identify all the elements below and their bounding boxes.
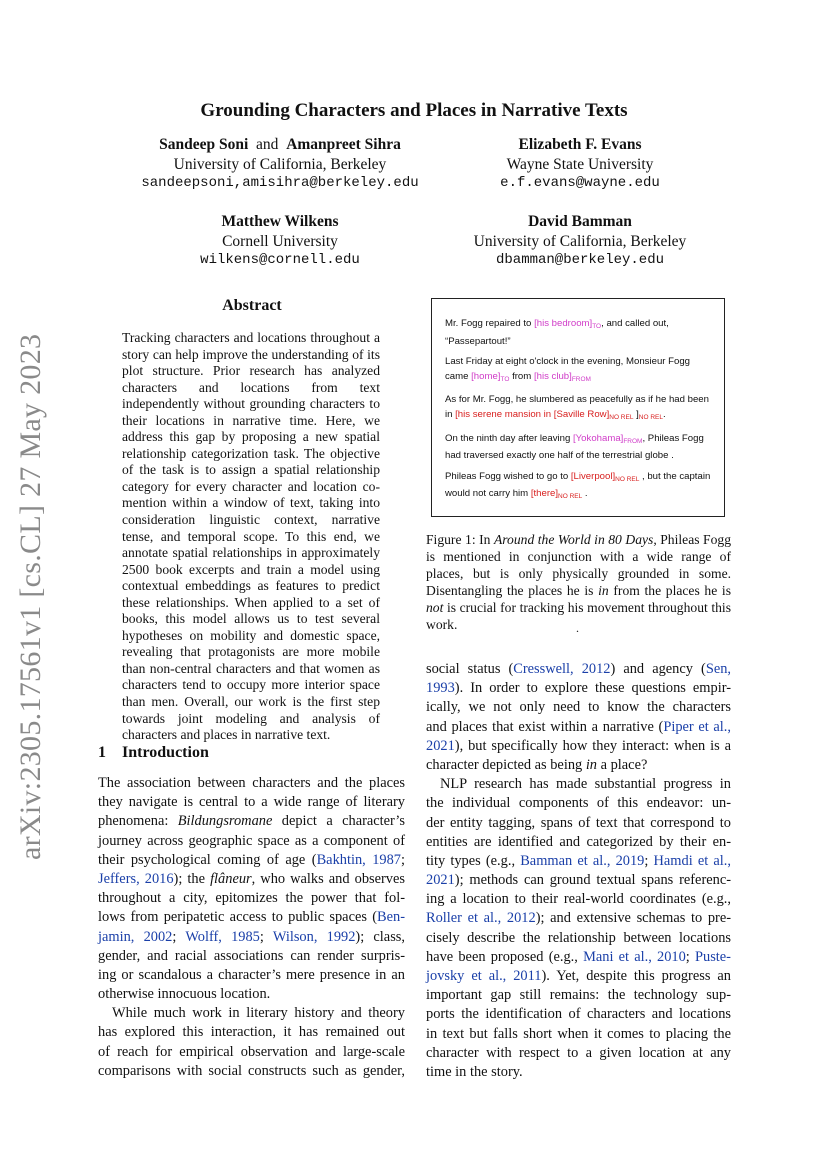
location-span-grounded: [his bedroom] (534, 318, 593, 329)
text-line: and places that exist within a narrative (Piper et al., (426, 718, 732, 735)
author-affiliation: University of California, Berkeley (473, 232, 687, 250)
left-column-body (98, 774, 405, 1081)
text-line: 1993). In order to explore these questions empir- (426, 680, 731, 697)
author-affiliation: Wayne State University (506, 155, 654, 173)
location-span-grounded: [home] (471, 370, 501, 382)
text-line: ically, we not only need to know the characters (426, 699, 731, 716)
text-line: in text but falls short when it comes to placing the (426, 1025, 731, 1042)
text-line: cisely describe the relationship between locations (426, 929, 731, 946)
text-line: ing a location to their real-world coordinates (e.g., (426, 891, 731, 908)
text-line: Jeffers, 2016); the flâneur, who walks and observes (98, 870, 405, 887)
text-line: the individual components of this endeavor: un- (426, 795, 731, 812)
text-line: important gap still remains: the technology sup- (426, 987, 731, 1004)
relation-label: FROM (623, 437, 643, 445)
text-line: of reach for empirical observation and large-scale (98, 1043, 405, 1060)
citation-link[interactable]: Bamman et al., 2019 (520, 852, 645, 869)
citation-link[interactable]: Ben- (377, 909, 405, 926)
citation-link[interactable]: Piper et al., (663, 718, 732, 735)
citation-link[interactable]: Bakhtin, 1987 (316, 851, 401, 868)
location-span-ungrounded: [there] (530, 488, 559, 500)
text-line: they navigate is central to a wide range of literary (98, 794, 405, 811)
figure-example: Mr. Fogg repaired to [his $bedroom]_{TO}$, and called out, “Passepartout!” (445, 318, 669, 347)
text-line: jovsky et al., 2011). Yet, despite this progress an (426, 968, 731, 984)
text-line: time in the story. (426, 1063, 523, 1080)
author-email[interactable]: sandeepsoni,amisihra@berkeley.edu (141, 175, 419, 191)
text-line: Roller et al., 2012); and extensive schemas to pre- (426, 910, 731, 927)
text-line: NLP research has made substantial progress in (440, 776, 731, 793)
author-block-4 (430, 212, 730, 271)
citation-link[interactable]: Cresswell, 2012 (513, 661, 611, 677)
caption-italic: in (598, 583, 609, 599)
figure-1-box (431, 298, 725, 517)
location-span-grounded: [Yokohama] (573, 432, 624, 444)
text-line: throughout a city, epitomizes the power that fol- (98, 890, 405, 907)
section-number: 1 (98, 744, 106, 761)
text-line: has explored this interaction, it has remained out (98, 1024, 405, 1041)
figure-example: Phileas Fogg wished to go to $[Liverpool]_{NO REL}$ , but the captain would not carry him $[there]_{NO REL}$ . (445, 470, 711, 501)
author-email[interactable]: dbamman@berkeley.edu (495, 252, 665, 268)
author-affiliation: Cornell University (222, 232, 338, 250)
text-line: otherwise innocuous location. (98, 986, 271, 1003)
text-line: social status (Cresswell, 2012) and agency (Sen, (426, 661, 731, 677)
author-name: Amanpreet Sihra (286, 136, 401, 153)
relation-label: TO (592, 323, 602, 330)
italic-term: Bildungsromane (177, 813, 273, 830)
author-block-2 (430, 135, 730, 194)
section-title: Introduction (122, 744, 209, 761)
figure-caption: Figure 1: In Around the World in 80 Days, Phileas Fogg is mentioned in conjunction with a wide range of places, but is only physically grounded in some. Disentangling the places he is in from the places he is not is crucial for tracking his movement throughout this work. (426, 532, 732, 633)
italic-term: in (585, 756, 598, 773)
arxiv-stamp[interactable]: arXiv:2305.17561v1 [cs.CL] 27 May 2023 (14, 333, 47, 860)
caption-italic: Around the World in 80 Days (493, 532, 654, 547)
text-line: While much work in literary history and theory (112, 1005, 405, 1022)
author-name: Matthew Wilkens (221, 213, 339, 230)
text-line: character with respect to a given location at any (426, 1044, 731, 1061)
figure-examples (445, 317, 715, 511)
author-email[interactable]: e.f.evans@wayne.edu (500, 175, 660, 191)
citation-link[interactable]: 2021 (426, 872, 455, 889)
location-span-grounded: [his club] (533, 370, 572, 382)
text-line: ing or scandalous a character’s mere presence in an (98, 966, 405, 983)
relation-label: NO REL (615, 475, 640, 483)
relation-label: FROM (571, 375, 591, 383)
citation-link[interactable]: Mani et al., 2010 (583, 948, 686, 965)
section-heading (98, 744, 209, 762)
author-name: David Bamman (528, 213, 632, 230)
author-affiliation: University of California, Berkeley (173, 155, 387, 173)
text-line: character depicted as being in a place? (426, 756, 648, 773)
italic-term: flâneur (210, 870, 252, 887)
citation-link[interactable]: Hamdi et al., (653, 852, 731, 869)
author-and: and (256, 136, 279, 153)
caption-italic: not (426, 600, 444, 616)
author-name: Sandeep Soni (159, 136, 249, 153)
text-line: jamin, 2002; Wolff, 1985; Wilson, 1992); class, (98, 928, 405, 945)
text-line: their psychological coming of age (Bakhtin, 1987; (98, 851, 405, 868)
relation-label: NO REL (558, 493, 583, 501)
location-span-ungrounded: [Liverpool] (570, 470, 616, 482)
author-email[interactable]: wilkens@cornell.edu (200, 252, 360, 268)
relation-label: NO REL (609, 413, 634, 421)
author-block-1 (120, 135, 440, 194)
author-name: Elizabeth F. Evans (518, 136, 642, 153)
citation-link[interactable]: Wilson, 1992 (272, 928, 356, 945)
abstract-text: Tracking characters and locations throughout a story can help improve the understanding of its plot structure. Prior research has analyzed characters and locations from text independently without grounding characters to their locations in narrative time. Here, we address this gap by proposing a new spatial relationship categorization task. The objective of the task is to assign a spatial relationship category for every character and location co-mention within a window of text, taking into consideration linguistic context, narrative tense, and temporal scope. To this end, we annotate spatial relationships in approximately 2500 book excerpts and train a model using contextual embeddings as features to predict these relationships. When applied to a set of books, this model allows us to test several hypotheses on mobility and domestic space, revealing that protagonists are more mobile than non-central characters and that women as characters tend to occupy more interior space than men. Overall, our work is the first step towards joint modeling and analysis of characters and places in narrative text. (122, 330, 380, 743)
text-line: 2021), but specifically how they interact: when is a (426, 737, 731, 754)
citation-link[interactable]: Puste- (695, 948, 731, 965)
relation-label: NO REL (638, 413, 663, 421)
text-line: phenomena: Bildungsromane depict a character’s (98, 813, 405, 830)
text-line: have been proposed (e.g., Mani et al., 2010; Puste- (426, 948, 731, 965)
figure-example: Last Friday at eight o'clock in the evening, Monsieur Fogg came $[home]_{TO}$ from [his $club]_{FROM}$ (445, 356, 691, 383)
text-line: journey across geographic space as a component of (98, 832, 405, 849)
text-line: 2021); methods can ground textual spans referenc- (426, 872, 731, 889)
text-line: ports the identification of characters and locations (426, 1006, 731, 1023)
citation-link[interactable]: Roller et al., 2012 (426, 910, 536, 927)
text-line: lows from peripatetic access to public spaces (Ben- (98, 909, 405, 926)
abstract-heading: Abstract (222, 297, 282, 314)
author-block-3 (120, 212, 440, 271)
figure-example: As for Mr. Fogg, he slumbered as peacefully as if he had been in [his serene mansion in [Saville $Row]_{NO REL}$ ]$_{NO REL}$. (445, 394, 709, 421)
citation-link[interactable]: Jeffers, 2016 (98, 870, 174, 887)
citation-link[interactable]: 1993 (426, 680, 455, 697)
citation-link[interactable]: Sen, (705, 661, 731, 677)
citation-link[interactable]: jovsky et al., 2011 (426, 968, 542, 984)
figure-example: On the ninth day after leaving $[Yokohama]_{FROM}$, Phileas Fogg had traversed exactly one half of the terrestrial globe . (445, 432, 704, 462)
right-column-body (426, 660, 731, 1082)
text-line: tity types (e.g., Bamman et al., 2019; Hamdi et al., (426, 852, 731, 869)
text-line: entities are identified and categorized by their en- (426, 833, 731, 850)
citation-link[interactable]: Wolff, 1985 (185, 928, 260, 945)
text-line: The association between characters and the places (98, 775, 405, 791)
paper-title: Grounding Characters and Places in Narrative Texts (200, 100, 628, 121)
text-line: comparisons with social constructs such as gender, (98, 1062, 405, 1079)
text-line: der entity tagging, spans of text that correspond to (426, 814, 731, 831)
location-span-ungrounded: [his serene mansion in [Saville Row] (455, 408, 610, 420)
citation-link[interactable]: 2021 (426, 737, 455, 754)
text-line: gender, and racial associations can render surpris- (98, 947, 405, 964)
relation-label: TO (500, 375, 510, 383)
citation-link[interactable]: jamin, 2002 (98, 928, 173, 945)
stray-dot: . (576, 621, 579, 635)
